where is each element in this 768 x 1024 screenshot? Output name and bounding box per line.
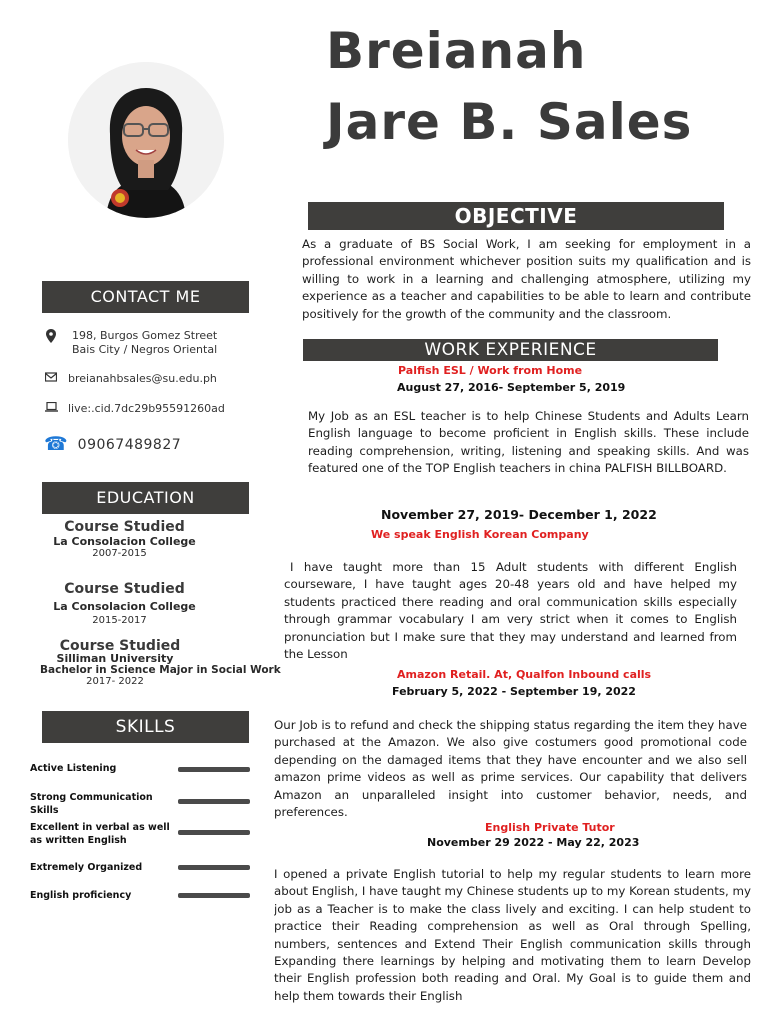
education-item	[42, 581, 207, 626]
phone-row	[44, 435, 181, 455]
laptop-icon	[44, 402, 58, 412]
course-label: Course Studied	[59, 638, 181, 654]
job-dates: February 5, 2022 - September 19, 2022	[392, 685, 636, 698]
job-dates: November 27, 2019- December 1, 2022	[381, 507, 657, 522]
name-line-1: Breianah	[326, 22, 587, 80]
job-description: Our Job is to refund and check the shipping status regarding the item they have purchased at the Amazon. We also give costumers good promotional code depending on the damaged items that they have encounter and we also sell amazon prime videos as well as prime services. Our capability that delivers Amazon an unparalleled insight into customer behavior, needs, and preferences.	[274, 718, 747, 820]
objective-section-header: OBJECTIVE	[308, 202, 724, 230]
skill-label: English proficiency	[30, 890, 132, 901]
school-name: Silliman University	[56, 652, 174, 665]
education-section-header: EDUCATION	[42, 482, 249, 514]
skill-level-bar	[178, 799, 250, 804]
job-dates: November 29 2022 - May 22, 2023	[427, 836, 640, 849]
education-item	[40, 638, 281, 687]
skill-level-bar	[178, 865, 250, 870]
live-row	[44, 402, 225, 416]
job-company: Palfish ESL / Work from Home	[398, 364, 583, 377]
school-name: La Consolacion College	[53, 600, 196, 613]
job-description: I opened a private English tutorial to help my regular students to learn more about English, I have taught my Chinese students up to my Korean students, my job as a Teacher is to make the class lively and exciting. I can help student to practice their Reading comprehension as well as Oral through Spelling, numbers, sentences and Extend Their English communication skills through Expanding there learnings by helping and motivating them to learn Develop their English profession both reading and Oral. My Goal is to guide them and help them towards their English	[274, 867, 751, 1003]
telephone-icon: ☎	[44, 433, 68, 455]
job-description: My Job as an ESL teacher is to help Chinese Students and Adults Learn English language to become proficient in English skills. These include reading comprehension, writing, listening and speaking skills. And was featured one of the TOP English teachers in china PALFISH BILLBOARD.	[308, 409, 749, 476]
contact-section-header: CONTACT ME	[42, 281, 249, 313]
skill-level-bar	[178, 767, 250, 772]
job-company: English Private Tutor	[485, 821, 615, 834]
email-row	[44, 372, 217, 386]
skill-label: Extremely Organized	[30, 862, 143, 873]
address-line-2: Bais City / Negros Oriental	[72, 343, 218, 356]
skill-label: Active Listening	[30, 763, 117, 774]
school-name: La Consolacion College	[53, 535, 196, 548]
skills-section-header: SKILLS	[42, 711, 249, 743]
job-description: I have taught more than 15 Adult students with different English courseware, I have taught ages 20-48 years old and have helped my students practiced there reading and oral communication skills especially through grammar vocabulary I am very strict when it comes to English pronunciation but I make sure that they may understand and learned from the Lesson	[284, 560, 737, 662]
envelope-icon	[44, 372, 58, 382]
job-dates: August 27, 2016- September 5, 2019	[397, 381, 626, 394]
skill-level-bar	[178, 893, 250, 898]
job-company: Amazon Retail. At, Qualfon Inbound calls	[397, 668, 652, 681]
skill-label: Excellent in verbal as well as written English	[30, 822, 170, 846]
education-years: 2017- 2022	[86, 676, 144, 687]
course-label: Course Studied	[64, 581, 185, 597]
course-label: Course Studied	[64, 519, 185, 535]
map-pin-icon	[44, 329, 58, 343]
education-item	[42, 519, 207, 559]
skill-level-bar	[178, 830, 250, 835]
address-line-1: 198, Burgos Gomez Street	[72, 329, 218, 342]
skill-label: Strong Communication Skills	[30, 792, 153, 816]
live-id-text: live:.cid.7dc29b95591260ad	[68, 402, 225, 415]
address-row	[44, 329, 217, 357]
name-line-2: Jare B. Sales	[326, 93, 693, 151]
phone-text: 09067489827	[77, 437, 182, 453]
job-company: We speak English Korean Company	[371, 528, 589, 541]
objective-text: As a graduate of BS Social Work, I am seeking for employment in a professional environment whichever position suits my qualification and is willing to work in a learning and challenging atmosphere, utilizing my experience as a teacher and capabilities to be able to learn and contribute positively for the growth of the community and the classroom.	[302, 237, 751, 321]
education-years: 2015-2017	[92, 615, 147, 626]
email-text[interactable]: breianahbsales@su.edu.ph	[68, 372, 217, 385]
profile-photo	[68, 62, 224, 218]
work-experience-section-header: WORK EXPERIENCE	[303, 339, 718, 361]
degree-name: Bachelor in Science Major in Social Work	[40, 664, 281, 676]
education-years: 2007-2015	[92, 548, 147, 559]
